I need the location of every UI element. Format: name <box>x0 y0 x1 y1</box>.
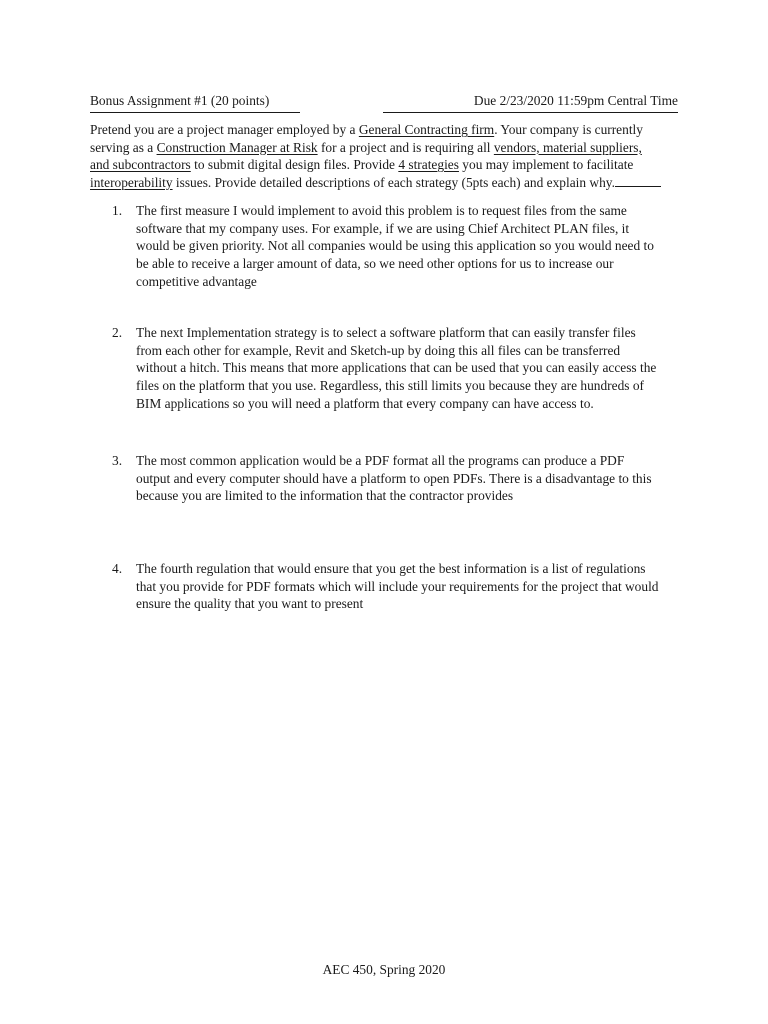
list-item-line: files on the platform that you use. Regardless, this still limits you because they are hundreds of <box>136 378 644 394</box>
answer-blank <box>615 174 661 187</box>
prompt-underlined-text: vendors, material suppliers, <box>493 139 642 155</box>
list-item-number: 3. <box>112 453 123 468</box>
header-rule-left <box>90 112 300 113</box>
document-header <box>90 92 678 114</box>
list-item-line: would be given priority. Not all companies would be using this application so you would need to <box>136 238 654 254</box>
list-item-line: output and every computer should have a platform to open PDFs. There is a disadvantage to this <box>136 470 652 486</box>
list-item-text <box>136 452 682 505</box>
prompt-line <box>90 156 680 174</box>
list-item-line: because you are limited to the information that the contractor provides <box>136 488 514 504</box>
list-item-line: The next Implementation strategy is to select a software platform that can easily transfer files <box>136 325 636 340</box>
assignment-title: Bonus Assignment #1 (20 points) <box>90 93 270 108</box>
list-item-line: without a hitch. This means that more applications that can be used that you can easily access the <box>136 360 657 376</box>
list-item-number: 1. <box>112 203 123 218</box>
prompt-text: to submit digital design files. Provide <box>190 157 399 172</box>
header-rule-right <box>383 112 678 113</box>
list-item-line: that you provide for PDF formats which will include your requirements for the project that would <box>136 578 659 594</box>
list-item-line: The fourth regulation that would ensure that you get the best information is a list of regulations <box>136 561 646 576</box>
prompt-underlined-text: and subcontractors <box>90 157 191 172</box>
prompt-text: for a project and is requiring all <box>317 139 494 155</box>
list-item-text <box>136 324 682 413</box>
prompt-underlined-text: interoperability <box>90 174 173 190</box>
prompt-underlined-text: General Contracting firm <box>358 122 495 137</box>
list-item-line: The first measure I would implement to avoid this problem is to request files from the same <box>136 203 627 218</box>
list-item-line: be able to receive a larger amount of data, so we need other options for us to increase our <box>136 256 614 272</box>
prompt-line <box>90 139 680 157</box>
prompt-line <box>90 174 680 192</box>
due-date: Due 2/23/2020 11:59pm Central Time <box>473 93 678 108</box>
list-item-line: BIM applications so you will need a platform that every company can have access to. <box>136 395 594 411</box>
assignment-prompt <box>90 121 680 191</box>
list-item-line: from each other for example, Revit and Sketch-up by doing this all files can be transferred <box>136 342 621 358</box>
prompt-text: . Your company is currently <box>494 122 643 137</box>
page-footer: AEC 450, Spring 2020 <box>322 962 446 977</box>
list-item-number: 4. <box>112 561 123 576</box>
list-item-line: competitive advantage <box>136 273 257 289</box>
prompt-text: issues. Provide detailed descriptions of each strategy (5pts each) and explain why. <box>172 174 615 190</box>
prompt-underlined-text: 4 strategies <box>398 157 459 172</box>
prompt-line <box>90 121 680 139</box>
prompt-underlined-text: Construction Manager at Risk <box>156 139 318 155</box>
list-item-line: The most common application would be a PDF format all the programs can produce a PDF <box>136 453 625 468</box>
prompt-text: serving as a <box>90 139 157 155</box>
list-item-number: 2. <box>112 325 123 340</box>
list-item-line: ensure the quality that you want to present <box>136 596 364 612</box>
prompt-text: Pretend you are a project manager employed by a <box>90 122 359 137</box>
list-item-text <box>136 560 682 613</box>
prompt-text: you may implement to facilitate <box>458 157 634 172</box>
list-item-text <box>136 202 682 291</box>
list-item-line: software that my company uses. For example, if we are using Chief Architect PLAN files, it <box>136 220 630 236</box>
